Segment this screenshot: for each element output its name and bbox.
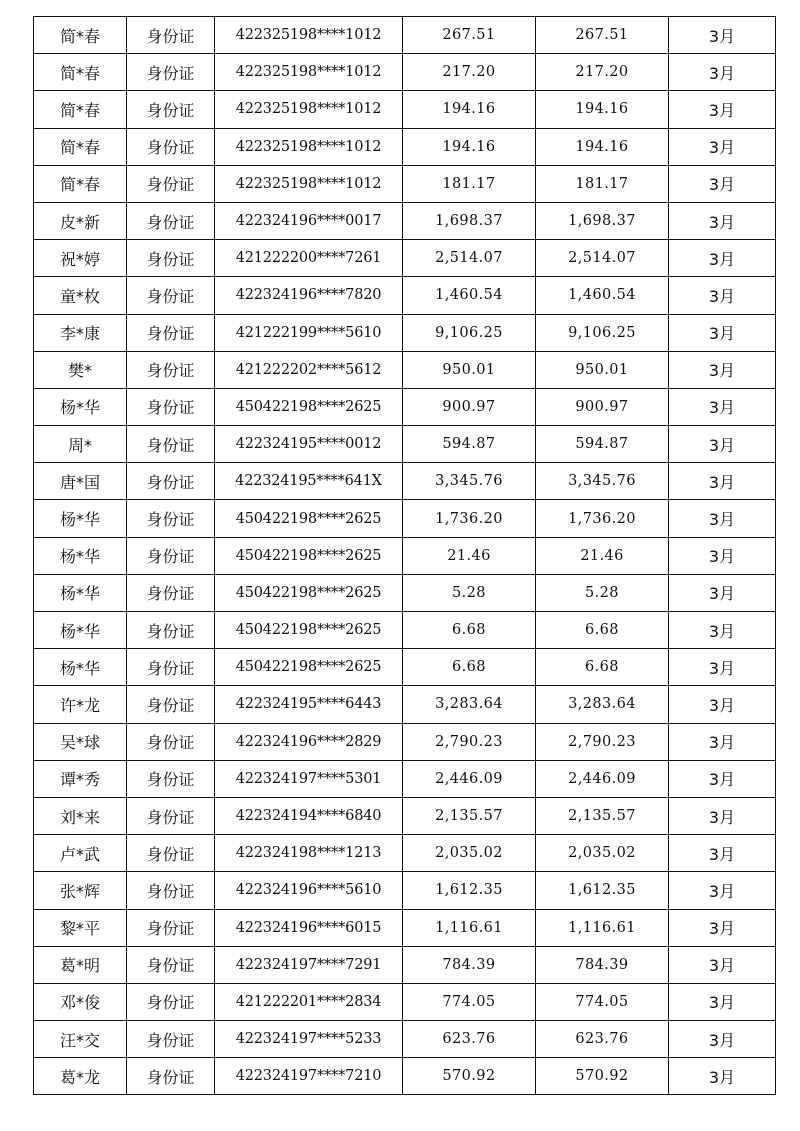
month-cell: 3月: [669, 351, 776, 388]
month-cell: 3月: [669, 426, 776, 463]
amount-cell: 623.76: [403, 1021, 536, 1058]
amount-cell: 1,116.61: [403, 909, 536, 946]
amount-cell: 2,514.07: [403, 240, 536, 277]
month-cell: 3月: [669, 91, 776, 128]
id-number-cell: 422324196****5610: [215, 872, 403, 909]
month-cell: 3月: [669, 277, 776, 314]
table-row: [34, 797, 776, 834]
amount-cell: 21.46: [403, 537, 536, 574]
table-row: [34, 314, 776, 351]
id-number-cell: 422324197****5301: [215, 760, 403, 797]
id-type-cell: 身份证: [127, 463, 215, 500]
paid-amount-cell: 9,106.25: [536, 314, 669, 351]
name-cell: 黎*平: [34, 909, 127, 946]
month-cell: 3月: [669, 983, 776, 1020]
name-cell: 樊*: [34, 351, 127, 388]
id-type-cell: 身份证: [127, 202, 215, 239]
id-number-cell: 422324196****0017: [215, 202, 403, 239]
id-number-cell: 422325198****1012: [215, 54, 403, 91]
month-cell: 3月: [669, 1058, 776, 1095]
id-number-cell: 422324195****0012: [215, 426, 403, 463]
amount-cell: 594.87: [403, 426, 536, 463]
name-cell: 杨*华: [34, 649, 127, 686]
paid-amount-cell: 6.68: [536, 649, 669, 686]
id-type-cell: 身份证: [127, 649, 215, 686]
amount-cell: 9,106.25: [403, 314, 536, 351]
paid-amount-cell: 2,035.02: [536, 835, 669, 872]
table-row: [34, 723, 776, 760]
table-row: [34, 872, 776, 909]
amount-cell: 2,035.02: [403, 835, 536, 872]
paid-amount-cell: 194.16: [536, 128, 669, 165]
id-number-cell: 450422198****2625: [215, 612, 403, 649]
id-type-cell: 身份证: [127, 1058, 215, 1095]
paid-amount-cell: 950.01: [536, 351, 669, 388]
amount-cell: 194.16: [403, 91, 536, 128]
id-type-cell: 身份证: [127, 983, 215, 1020]
table-row: [34, 835, 776, 872]
month-cell: 3月: [669, 797, 776, 834]
table-row: [34, 612, 776, 649]
name-cell: 吴*球: [34, 723, 127, 760]
id-number-cell: 422324196****6015: [215, 909, 403, 946]
month-cell: 3月: [669, 649, 776, 686]
amount-cell: 6.68: [403, 612, 536, 649]
id-number-cell: 450422198****2625: [215, 388, 403, 425]
amount-cell: 181.17: [403, 165, 536, 202]
id-number-cell: 421222200****7261: [215, 240, 403, 277]
amount-cell: 2,135.57: [403, 797, 536, 834]
id-number-cell: 422324196****2829: [215, 723, 403, 760]
id-number-cell: 422324196****7820: [215, 277, 403, 314]
id-number-cell: 450422198****2625: [215, 649, 403, 686]
table-row: [34, 686, 776, 723]
name-cell: 杨*华: [34, 574, 127, 611]
name-cell: 杨*华: [34, 500, 127, 537]
name-cell: 葛*明: [34, 946, 127, 983]
paid-amount-cell: 774.05: [536, 983, 669, 1020]
id-type-cell: 身份证: [127, 500, 215, 537]
month-cell: 3月: [669, 612, 776, 649]
id-number-cell: 422324194****6840: [215, 797, 403, 834]
id-type-cell: 身份证: [127, 277, 215, 314]
month-cell: 3月: [669, 1021, 776, 1058]
month-cell: 3月: [669, 388, 776, 425]
paid-amount-cell: 267.51: [536, 17, 669, 54]
paid-amount-cell: 784.39: [536, 946, 669, 983]
name-cell: 简*春: [34, 91, 127, 128]
id-type-cell: 身份证: [127, 686, 215, 723]
id-type-cell: 身份证: [127, 351, 215, 388]
month-cell: 3月: [669, 500, 776, 537]
table-row: [34, 128, 776, 165]
month-cell: 3月: [669, 17, 776, 54]
paid-amount-cell: 217.20: [536, 54, 669, 91]
table-row: [34, 760, 776, 797]
amount-cell: 267.51: [403, 17, 536, 54]
id-type-cell: 身份证: [127, 54, 215, 91]
id-number-cell: 422324195****6443: [215, 686, 403, 723]
table-row: [34, 909, 776, 946]
amount-cell: 3,345.76: [403, 463, 536, 500]
id-number-cell: 422324195****641X: [215, 463, 403, 500]
amount-cell: 2,446.09: [403, 760, 536, 797]
id-type-cell: 身份证: [127, 574, 215, 611]
name-cell: 杨*华: [34, 388, 127, 425]
id-type-cell: 身份证: [127, 872, 215, 909]
amount-cell: 194.16: [403, 128, 536, 165]
month-cell: 3月: [669, 686, 776, 723]
amount-cell: 217.20: [403, 54, 536, 91]
id-number-cell: 450422198****2625: [215, 537, 403, 574]
table-row: [34, 649, 776, 686]
month-cell: 3月: [669, 128, 776, 165]
paid-amount-cell: 2,790.23: [536, 723, 669, 760]
id-type-cell: 身份证: [127, 835, 215, 872]
paid-amount-cell: 1,736.20: [536, 500, 669, 537]
table-row: [34, 574, 776, 611]
month-cell: 3月: [669, 946, 776, 983]
name-cell: 葛*龙: [34, 1058, 127, 1095]
name-cell: 简*春: [34, 128, 127, 165]
table-row: [34, 983, 776, 1020]
name-cell: 刘*来: [34, 797, 127, 834]
amount-cell: 6.68: [403, 649, 536, 686]
id-type-cell: 身份证: [127, 537, 215, 574]
name-cell: 唐*国: [34, 463, 127, 500]
table-row: [34, 54, 776, 91]
id-number-cell: 422325198****1012: [215, 165, 403, 202]
id-type-cell: 身份证: [127, 17, 215, 54]
id-number-cell: 422324197****7291: [215, 946, 403, 983]
paid-amount-cell: 181.17: [536, 165, 669, 202]
paid-amount-cell: 6.68: [536, 612, 669, 649]
name-cell: 杨*华: [34, 612, 127, 649]
month-cell: 3月: [669, 909, 776, 946]
table-row: [34, 202, 776, 239]
amount-cell: 950.01: [403, 351, 536, 388]
id-number-cell: 422324197****7210: [215, 1058, 403, 1095]
month-cell: 3月: [669, 574, 776, 611]
name-cell: 皮*新: [34, 202, 127, 239]
amount-cell: 2,790.23: [403, 723, 536, 760]
name-cell: 简*春: [34, 165, 127, 202]
month-cell: 3月: [669, 723, 776, 760]
table-row: [34, 388, 776, 425]
month-cell: 3月: [669, 835, 776, 872]
id-type-cell: 身份证: [127, 426, 215, 463]
paid-amount-cell: 3,283.64: [536, 686, 669, 723]
paid-amount-cell: 3,345.76: [536, 463, 669, 500]
month-cell: 3月: [669, 54, 776, 91]
month-cell: 3月: [669, 760, 776, 797]
id-number-cell: 422325198****1012: [215, 128, 403, 165]
name-cell: 张*辉: [34, 872, 127, 909]
id-number-cell: 422325198****1012: [215, 91, 403, 128]
table-row: [34, 17, 776, 54]
name-cell: 许*龙: [34, 686, 127, 723]
amount-cell: 1,612.35: [403, 872, 536, 909]
ledger-body: [34, 17, 776, 1095]
name-cell: 李*康: [34, 314, 127, 351]
table-row: [34, 537, 776, 574]
amount-cell: 1,460.54: [403, 277, 536, 314]
name-cell: 邓*俊: [34, 983, 127, 1020]
paid-amount-cell: 1,460.54: [536, 277, 669, 314]
id-type-cell: 身份证: [127, 909, 215, 946]
table-row: [34, 946, 776, 983]
table-row: [34, 351, 776, 388]
amount-cell: 3,283.64: [403, 686, 536, 723]
month-cell: 3月: [669, 202, 776, 239]
paid-amount-cell: 5.28: [536, 574, 669, 611]
month-cell: 3月: [669, 872, 776, 909]
id-number-cell: 422324197****5233: [215, 1021, 403, 1058]
table-row: [34, 240, 776, 277]
month-cell: 3月: [669, 537, 776, 574]
paid-amount-cell: 570.92: [536, 1058, 669, 1095]
table-row: [34, 426, 776, 463]
id-type-cell: 身份证: [127, 723, 215, 760]
table-row: [34, 463, 776, 500]
id-type-cell: 身份证: [127, 165, 215, 202]
id-type-cell: 身份证: [127, 797, 215, 834]
id-type-cell: 身份证: [127, 612, 215, 649]
table-row: [34, 1021, 776, 1058]
paid-amount-cell: 2,446.09: [536, 760, 669, 797]
paid-amount-cell: 594.87: [536, 426, 669, 463]
paid-amount-cell: 2,514.07: [536, 240, 669, 277]
name-cell: 周*: [34, 426, 127, 463]
table-row: [34, 1058, 776, 1095]
month-cell: 3月: [669, 165, 776, 202]
month-cell: 3月: [669, 240, 776, 277]
id-type-cell: 身份证: [127, 240, 215, 277]
amount-cell: 1,736.20: [403, 500, 536, 537]
paid-amount-cell: 2,135.57: [536, 797, 669, 834]
name-cell: 简*春: [34, 54, 127, 91]
id-number-cell: 422325198****1012: [215, 17, 403, 54]
table-row: [34, 500, 776, 537]
table-row: [34, 91, 776, 128]
id-number-cell: 421222202****5612: [215, 351, 403, 388]
id-number-cell: 421222201****2834: [215, 983, 403, 1020]
amount-cell: 774.05: [403, 983, 536, 1020]
name-cell: 谭*秀: [34, 760, 127, 797]
id-type-cell: 身份证: [127, 314, 215, 351]
amount-cell: 900.97: [403, 388, 536, 425]
id-number-cell: 450422198****2625: [215, 500, 403, 537]
ledger-table: [33, 16, 776, 1095]
id-type-cell: 身份证: [127, 91, 215, 128]
amount-cell: 1,698.37: [403, 202, 536, 239]
paid-amount-cell: 21.46: [536, 537, 669, 574]
month-cell: 3月: [669, 314, 776, 351]
paid-amount-cell: 900.97: [536, 388, 669, 425]
id-number-cell: 422324198****1213: [215, 835, 403, 872]
paid-amount-cell: 1,698.37: [536, 202, 669, 239]
name-cell: 汪*交: [34, 1021, 127, 1058]
id-type-cell: 身份证: [127, 760, 215, 797]
id-type-cell: 身份证: [127, 388, 215, 425]
paid-amount-cell: 1,116.61: [536, 909, 669, 946]
month-cell: 3月: [669, 463, 776, 500]
id-type-cell: 身份证: [127, 946, 215, 983]
amount-cell: 570.92: [403, 1058, 536, 1095]
name-cell: 卢*武: [34, 835, 127, 872]
paid-amount-cell: 1,612.35: [536, 872, 669, 909]
paid-amount-cell: 623.76: [536, 1021, 669, 1058]
paid-amount-cell: 194.16: [536, 91, 669, 128]
name-cell: 童*枚: [34, 277, 127, 314]
name-cell: 杨*华: [34, 537, 127, 574]
id-number-cell: 421222199****5610: [215, 314, 403, 351]
id-type-cell: 身份证: [127, 128, 215, 165]
id-number-cell: 450422198****2625: [215, 574, 403, 611]
name-cell: 祝*婷: [34, 240, 127, 277]
name-cell: 简*春: [34, 17, 127, 54]
amount-cell: 5.28: [403, 574, 536, 611]
table-row: [34, 165, 776, 202]
amount-cell: 784.39: [403, 946, 536, 983]
id-type-cell: 身份证: [127, 1021, 215, 1058]
table-row: [34, 277, 776, 314]
